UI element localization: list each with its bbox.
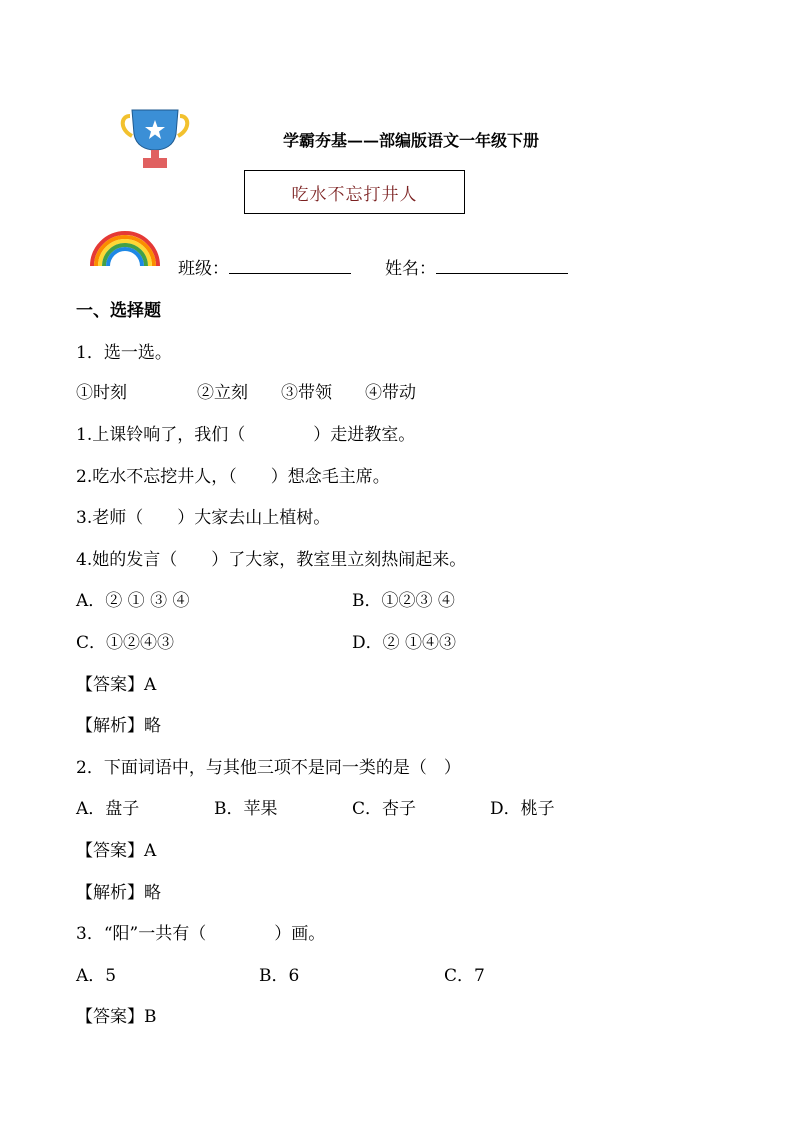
q1-word-option: ④带动 <box>365 383 416 403</box>
q3-answer: 【答案】B <box>76 1007 157 1027</box>
q1-choice-a[interactable]: A．② ① ③ ④ <box>76 591 190 611</box>
q1-answer: 【答案】A <box>76 675 157 695</box>
q3-choice-c[interactable]: C．7 <box>444 966 485 986</box>
rainbow-icon <box>88 226 162 268</box>
q2-choice-c[interactable]: C．杏子 <box>352 799 417 819</box>
q1-choice-d[interactable]: D．② ①④③ <box>352 633 457 653</box>
q2-choice-b[interactable]: B．苹果 <box>214 799 278 819</box>
q2-analysis: 【解析】略 <box>76 883 161 903</box>
series-title: 学霸夯基——部编版语文一年级下册 <box>283 131 540 150</box>
class-label: 班级： <box>178 259 229 279</box>
q3-choice-a[interactable]: A．5 <box>76 966 117 986</box>
lesson-title: 吃水不忘打井人 <box>291 184 418 205</box>
q1-sentence: 1.上课铃响了，我们（ ）走进教室。 <box>76 425 416 445</box>
q1-word-option: ③带领 <box>281 383 332 403</box>
q1-choice-c[interactable]: C．①②④③ <box>76 633 175 653</box>
q2-choice-d[interactable]: D．桃子 <box>490 799 555 819</box>
q3-stem: 3．“阳”一共有（ ）画。 <box>76 924 326 944</box>
q1-word-option: ①时刻 <box>76 383 127 403</box>
class-blank[interactable] <box>229 257 351 274</box>
name-blank[interactable] <box>436 257 568 274</box>
name-field <box>385 254 568 279</box>
q1-sentence: 3.老师（ ）大家去山上植树。 <box>76 508 331 528</box>
q1-word-option: ②立刻 <box>197 383 248 403</box>
q2-answer: 【答案】A <box>76 841 157 861</box>
q1-sentence: 2.吃水不忘挖井人，（ ）想念毛主席。 <box>76 467 390 487</box>
q1-sentence: 4.她的发言（ ）了大家，教室里立刻热闹起来。 <box>76 550 467 570</box>
lesson-title-box <box>244 170 465 214</box>
q2-choice-a[interactable]: A．盘子 <box>76 799 140 819</box>
q3-choice-b[interactable]: B．6 <box>259 966 300 986</box>
name-label: 姓名： <box>385 259 436 279</box>
section-heading: 一、选择题 <box>76 301 161 321</box>
class-field <box>178 254 351 279</box>
q1-choice-b[interactable]: B．①②③ ④ <box>352 591 455 611</box>
trophy-icon <box>118 108 192 170</box>
q1-analysis: 【解析】略 <box>76 716 161 736</box>
q1-stem: 1．选一选。 <box>76 343 172 363</box>
q2-stem: 2．下面词语中，与其他三项不是同一类的是（ ） <box>76 758 461 778</box>
